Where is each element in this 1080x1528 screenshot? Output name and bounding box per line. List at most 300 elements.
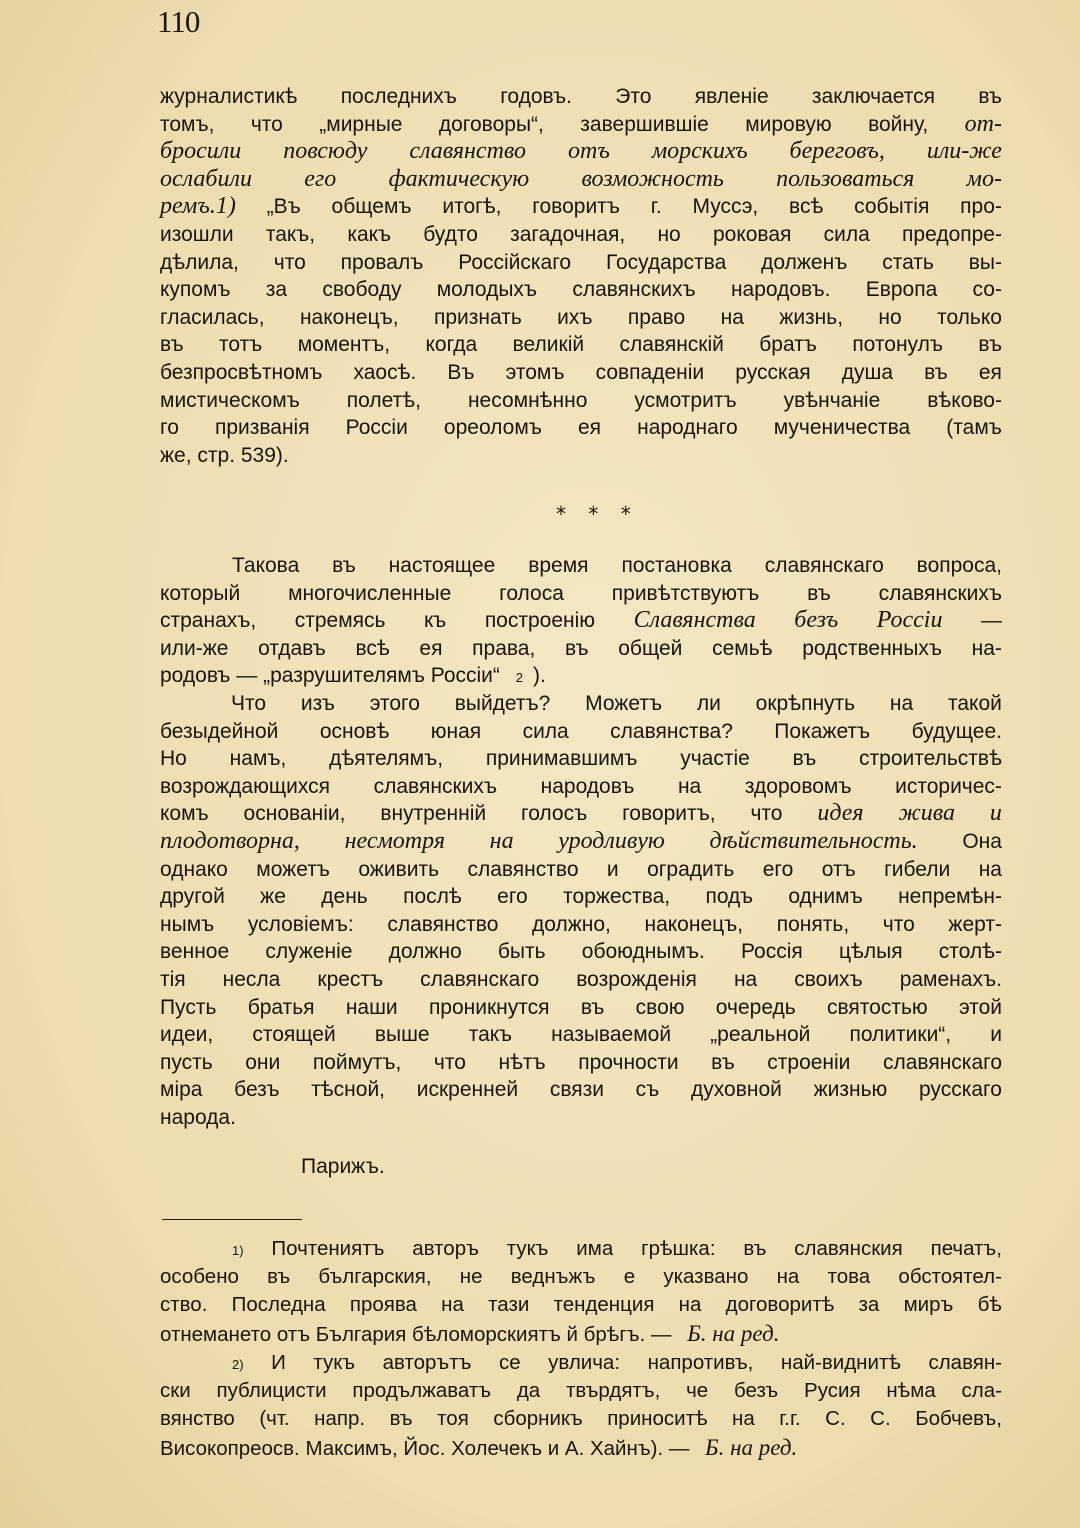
line-text: Что bbox=[231, 692, 267, 715]
line-text: родовъ — „разрушителямъ Россіи“ bbox=[160, 664, 506, 688]
line-text: усмотритъ bbox=[634, 388, 737, 412]
text-line bbox=[160, 800, 1002, 828]
line-text: крестъ bbox=[317, 967, 384, 991]
line-text: ореоломъ bbox=[443, 416, 542, 440]
line-text: проява bbox=[349, 1293, 417, 1317]
text-line bbox=[160, 249, 1002, 277]
text-line bbox=[160, 552, 1002, 580]
footnote-divider bbox=[162, 1219, 302, 1220]
text-line bbox=[160, 387, 1002, 415]
line-text: комъ bbox=[160, 802, 209, 826]
line-text: публицисти bbox=[216, 1379, 327, 1403]
line-text: событія bbox=[854, 195, 930, 219]
line-text: раменахъ. bbox=[899, 967, 1002, 991]
line-text: войну, bbox=[868, 112, 929, 136]
line-text: отнемането отъ България бѣломорскиятъ й брѣгъ. — bbox=[160, 1322, 678, 1346]
line-text: на bbox=[776, 1265, 800, 1289]
line-text: и bbox=[606, 857, 619, 881]
line-text: печатъ, bbox=[930, 1237, 1002, 1260]
line-text: въ bbox=[267, 1265, 291, 1289]
line-text: Европа bbox=[865, 278, 938, 302]
line-text: за bbox=[265, 278, 288, 302]
line-text: тѣсной, bbox=[311, 1078, 386, 1102]
line-text: что bbox=[750, 802, 783, 826]
line-text: напротивъ, bbox=[647, 1351, 754, 1374]
line-text: има bbox=[576, 1237, 614, 1260]
emphasis-text: морскихъ bbox=[651, 138, 748, 165]
line-text: поймутъ, bbox=[312, 1050, 402, 1074]
line-text: свободу bbox=[322, 278, 402, 302]
line-text: загадочная, bbox=[510, 222, 626, 246]
line-text: полетѣ, bbox=[346, 388, 421, 412]
text-line bbox=[160, 1049, 1002, 1077]
line-text: ски bbox=[160, 1379, 191, 1403]
emphasis-text: ослабили bbox=[160, 165, 252, 192]
line-text: право bbox=[627, 305, 686, 329]
line-text: когда bbox=[425, 333, 478, 357]
line-text: и bbox=[990, 1023, 1002, 1047]
line-text: въ bbox=[807, 581, 831, 605]
line-text: наши bbox=[345, 995, 398, 1019]
line-text: называемой bbox=[551, 1023, 672, 1047]
line-text: особено bbox=[160, 1265, 239, 1289]
line-text: дѣятелямъ, bbox=[329, 747, 444, 771]
line-text: наконецъ, bbox=[644, 912, 744, 936]
text-line bbox=[160, 911, 1002, 939]
line-text: однако bbox=[160, 857, 228, 881]
line-text: пусть bbox=[160, 1050, 213, 1074]
line-text: Но bbox=[160, 747, 187, 771]
emphasis-text: Славянства bbox=[633, 607, 756, 634]
line-text: тукъ bbox=[313, 1351, 356, 1374]
line-text: това bbox=[827, 1265, 871, 1289]
line-text: что bbox=[433, 1050, 466, 1074]
line-text: который bbox=[160, 581, 241, 605]
line-text: братья bbox=[247, 995, 315, 1019]
line-text: условіемъ: bbox=[247, 912, 354, 936]
text-line bbox=[160, 580, 1002, 608]
line-text: со- bbox=[972, 278, 1002, 302]
line-text: на bbox=[720, 305, 744, 329]
line-text: историчес- bbox=[895, 774, 1002, 798]
line-text: въ bbox=[978, 333, 1002, 357]
line-text: Въ bbox=[447, 360, 475, 384]
line-text: будто bbox=[423, 222, 478, 246]
line-text: ли bbox=[696, 692, 721, 715]
line-text: тоя bbox=[437, 1407, 469, 1431]
line-text: И bbox=[271, 1351, 286, 1374]
emphasis-text: мо- bbox=[966, 165, 1002, 192]
line-text: вѣково- bbox=[927, 388, 1002, 412]
line-text: Можетъ bbox=[585, 692, 663, 715]
line-text: вянство bbox=[160, 1407, 235, 1431]
line-text: на bbox=[889, 692, 914, 715]
line-text: да bbox=[516, 1379, 541, 1403]
line-text: молодыхъ bbox=[436, 278, 538, 302]
line-text: безъ bbox=[734, 1379, 779, 1403]
text-line bbox=[160, 745, 1002, 773]
line-text: братъ bbox=[759, 333, 817, 357]
line-text: сила bbox=[823, 222, 870, 246]
text-line bbox=[160, 111, 1002, 139]
line-text: проникнутся bbox=[428, 995, 550, 1019]
line-text: выйдетъ? bbox=[454, 692, 551, 715]
emphasis-text: или-же bbox=[926, 138, 1002, 165]
line-text: ство. bbox=[160, 1293, 208, 1317]
line-text: ея bbox=[577, 416, 602, 440]
line-text: С. bbox=[825, 1407, 846, 1431]
line-text: на bbox=[978, 857, 1002, 881]
line-text: великій bbox=[512, 333, 585, 357]
line-text: Пусть bbox=[160, 995, 217, 1019]
line-text: на bbox=[678, 1293, 702, 1317]
line-text: его bbox=[762, 857, 794, 881]
emphasis-text: уродливую bbox=[558, 827, 665, 854]
line-text: славянскихъ bbox=[373, 774, 497, 798]
text-line bbox=[160, 1021, 1002, 1049]
text-line bbox=[160, 1104, 1002, 1132]
line-text: моментъ, bbox=[297, 333, 391, 357]
text-line: 1) Почтениятъ авторъ тукъ има грѣшка: въ славянския печатъ, bbox=[160, 1235, 1002, 1263]
line-text: въ bbox=[389, 1407, 413, 1431]
line-text: славянство bbox=[387, 912, 499, 936]
emphasis-text: повсюду bbox=[283, 138, 368, 165]
line-text: Это bbox=[615, 85, 652, 108]
line-text: искренней bbox=[416, 1078, 519, 1102]
line-text: политики“, bbox=[849, 1023, 952, 1047]
line-text: своихъ bbox=[794, 967, 863, 991]
text-line bbox=[160, 607, 1002, 635]
line-text: возрожденія bbox=[576, 967, 697, 991]
emphasis-text: отъ bbox=[568, 138, 610, 165]
line-text: же, стр. 539). bbox=[160, 443, 289, 467]
line-text: вопроса, bbox=[916, 554, 1002, 577]
line-text: голоса bbox=[499, 581, 564, 605]
line-text: возрождающихся bbox=[160, 774, 330, 798]
line-text: всѣ bbox=[355, 636, 390, 660]
line-text: Последна bbox=[231, 1293, 326, 1317]
line-text: г. bbox=[650, 195, 662, 219]
line-text: столѣ- bbox=[938, 940, 1002, 964]
line-text: жизнь, bbox=[779, 305, 844, 329]
text-line bbox=[160, 856, 1002, 884]
line-text: народовъ bbox=[540, 774, 635, 798]
line-text: бѣ bbox=[977, 1293, 1002, 1317]
line-text: безыдейной bbox=[160, 719, 279, 743]
line-text: напр. bbox=[314, 1407, 366, 1431]
emphasis-text: славянство bbox=[409, 138, 527, 165]
line-text: мистическомъ bbox=[160, 388, 300, 412]
line-text: нѣтъ bbox=[498, 1050, 546, 1074]
text-line bbox=[160, 966, 1002, 994]
text-line bbox=[160, 883, 1002, 911]
line-text: изъ bbox=[300, 692, 335, 715]
line-text: за bbox=[858, 1293, 880, 1317]
line-text: народнаго bbox=[637, 416, 738, 440]
line-text: роковая bbox=[712, 222, 792, 246]
emphasis-text: Россіи bbox=[876, 607, 943, 634]
line-text: хаосѣ. bbox=[353, 360, 417, 384]
line-text: здоровомъ bbox=[744, 774, 852, 798]
text-line bbox=[160, 359, 1002, 387]
line-text: славянскаго bbox=[420, 967, 540, 991]
line-text: свою bbox=[635, 995, 685, 1019]
line-text: всѣ bbox=[789, 195, 824, 219]
line-text: Покажетъ bbox=[774, 719, 871, 743]
emphasis-text: возможность bbox=[581, 165, 724, 192]
text-line bbox=[160, 138, 1002, 166]
line-text: въ bbox=[711, 1050, 735, 1074]
line-text: намъ, bbox=[229, 747, 287, 771]
line-text: най-виднитѣ bbox=[780, 1351, 901, 1374]
line-text: изошли bbox=[160, 222, 234, 246]
line-text: общемъ bbox=[331, 195, 412, 219]
paragraph-3 bbox=[160, 690, 1002, 1132]
line-text: постановка bbox=[621, 554, 732, 577]
line-text: Такова bbox=[232, 554, 300, 577]
line-text: итогѣ, bbox=[442, 195, 502, 219]
line-text: „реальной bbox=[710, 1023, 811, 1047]
line-text: безпросвѣтномъ bbox=[160, 360, 323, 384]
line-text: договоритѣ bbox=[725, 1293, 835, 1317]
text-line bbox=[160, 635, 1002, 663]
line-text: въ bbox=[743, 1237, 767, 1260]
line-text: подъ bbox=[705, 885, 753, 909]
emphasis-text: на bbox=[489, 827, 514, 854]
text-line bbox=[160, 276, 1002, 304]
emphasis-text: и bbox=[989, 800, 1002, 827]
line-text: несомнѣнно bbox=[467, 388, 588, 412]
line-text: отдавъ bbox=[258, 636, 326, 660]
line-text: стремясь bbox=[294, 609, 386, 633]
line-text: Почтениятъ bbox=[271, 1237, 385, 1260]
text-line bbox=[160, 414, 1002, 442]
line-text: нѣма bbox=[886, 1379, 936, 1403]
line-text: строительствѣ bbox=[859, 747, 1002, 771]
section-separator: * * * bbox=[556, 502, 639, 526]
emphasis-text: пользоваться bbox=[776, 165, 915, 192]
line-text: долженъ bbox=[761, 250, 848, 274]
line-text: про- bbox=[960, 195, 1002, 219]
line-text: Государства bbox=[605, 250, 727, 274]
line-text: безъ bbox=[234, 1078, 280, 1102]
line-text: заключается bbox=[811, 85, 936, 108]
line-text: послѣ bbox=[403, 885, 462, 909]
line-text: сила bbox=[522, 719, 569, 743]
line-text: въ bbox=[978, 85, 1002, 108]
line-text: на bbox=[733, 967, 758, 991]
line-text: гибели bbox=[884, 857, 951, 881]
line-text: прочности bbox=[578, 1050, 679, 1074]
line-text: славянства? bbox=[610, 719, 733, 743]
line-text: или-же bbox=[160, 636, 229, 660]
line-text: міра bbox=[160, 1078, 203, 1102]
line-text: основѣ bbox=[319, 719, 390, 743]
line-text: Она bbox=[962, 829, 1002, 853]
line-text: стоящей bbox=[252, 1023, 336, 1047]
line-text: цѣлыя bbox=[838, 940, 903, 964]
line-text: многочисленные bbox=[288, 581, 452, 605]
line-text: окрѣпнуть bbox=[755, 692, 856, 715]
text-line: родовъ — „разрушителямъ Россіи“ 2 ). bbox=[160, 662, 1002, 690]
line-text: потонулъ bbox=[852, 333, 943, 357]
line-text: въ bbox=[332, 554, 356, 577]
line-text: что bbox=[882, 912, 915, 936]
line-text: приноситѣ bbox=[607, 1407, 708, 1431]
line-text: „мирные bbox=[319, 112, 403, 136]
line-text: Високопреосв. Максимъ, Йос. Холечекъ и А. Хайнъ). — bbox=[160, 1436, 696, 1460]
line-text: время bbox=[528, 554, 589, 577]
text-line: 2) И тукъ авторътъ се увлича: напротивъ, най-виднитѣ славян- bbox=[160, 1349, 1002, 1377]
emphasis-text: его bbox=[304, 165, 337, 192]
emphasis-text: от- bbox=[964, 110, 1002, 137]
line-text: духовной bbox=[691, 1078, 782, 1102]
line-text: грѣшка: bbox=[641, 1237, 716, 1260]
line-text: странахъ, bbox=[160, 609, 257, 633]
line-text: славянскій bbox=[619, 333, 724, 357]
line-text: выше bbox=[374, 1023, 430, 1047]
line-text: несла bbox=[222, 967, 281, 991]
text-line bbox=[160, 994, 1002, 1022]
text-line bbox=[160, 83, 1002, 111]
emphasis-text: дѣйствительность. bbox=[709, 827, 918, 854]
line-text: ея bbox=[978, 360, 1002, 384]
line-text: съ bbox=[635, 1078, 660, 1102]
line-text: Бобчевъ, bbox=[915, 1407, 1002, 1431]
line-text: го bbox=[160, 416, 179, 440]
line-text: Россіи bbox=[345, 416, 408, 440]
text-line bbox=[160, 221, 1002, 249]
text-line bbox=[160, 1320, 1002, 1348]
line-text: въ bbox=[924, 360, 948, 384]
line-text: служеніе bbox=[265, 940, 353, 964]
line-text: въ bbox=[792, 747, 817, 771]
line-text: только bbox=[937, 305, 1002, 329]
line-text: настоящее bbox=[388, 554, 496, 577]
line-text: венное bbox=[160, 940, 230, 964]
text-line bbox=[160, 304, 1002, 332]
text-line bbox=[160, 690, 1002, 718]
line-text: нымъ bbox=[160, 912, 215, 936]
line-text: народа. bbox=[160, 1105, 236, 1129]
line-text: последнихъ bbox=[340, 85, 457, 108]
line-text: ея bbox=[419, 636, 443, 660]
line-text: жерт- bbox=[948, 912, 1002, 936]
line-text: томъ, bbox=[160, 112, 215, 136]
emphasis-text: жива bbox=[898, 800, 956, 827]
line-text: въ bbox=[580, 995, 605, 1019]
line-text: оградить bbox=[647, 857, 735, 881]
line-text: жизнью bbox=[813, 1078, 888, 1102]
line-text: что bbox=[273, 250, 306, 274]
paragraph-1 bbox=[160, 83, 1002, 469]
text-line bbox=[160, 166, 1002, 194]
line-text: очередь bbox=[715, 995, 796, 1019]
line-text: строеніи bbox=[767, 1050, 851, 1074]
line-text: можетъ bbox=[256, 857, 330, 881]
line-text: торжества, bbox=[563, 885, 671, 909]
line-text: другой bbox=[160, 885, 225, 909]
emphasis-text: Б. на ред. bbox=[705, 1434, 798, 1460]
line-text: сборникъ bbox=[493, 1407, 583, 1431]
line-text: семьѣ bbox=[712, 636, 773, 660]
line-text: внутренній bbox=[380, 802, 487, 826]
line-text: авторътъ bbox=[382, 1351, 472, 1374]
line-text: българския, bbox=[318, 1265, 432, 1289]
line-text: мученичества bbox=[773, 416, 911, 440]
line-text: основаніи, bbox=[243, 802, 346, 826]
line-text: русскаго bbox=[918, 1078, 1002, 1102]
line-text: предопре- bbox=[902, 222, 1002, 246]
line-text: въ bbox=[564, 636, 589, 660]
line-text: Россійскаго bbox=[458, 250, 572, 274]
line-text: наконецъ, bbox=[299, 305, 399, 329]
line-text: голосъ bbox=[521, 802, 588, 826]
page-number: 110 bbox=[157, 4, 200, 39]
line-text: веднъжъ bbox=[510, 1265, 596, 1289]
line-text: вы- bbox=[968, 250, 1002, 274]
line-text: стать bbox=[882, 250, 934, 274]
line-text: однимъ bbox=[788, 885, 863, 909]
footnote-1 bbox=[160, 1235, 1002, 1348]
line-text: славянскихъ bbox=[572, 278, 696, 302]
line-text: договоры“, bbox=[438, 112, 544, 136]
emphasis-text: бросили bbox=[160, 138, 242, 165]
line-text: Россія bbox=[740, 940, 803, 964]
line-text: завершившіе bbox=[580, 112, 709, 136]
line-text: славянство bbox=[467, 857, 579, 881]
text-line bbox=[160, 1377, 1002, 1405]
line-text: русская bbox=[735, 360, 811, 384]
line-text: въ bbox=[160, 333, 184, 357]
line-text: такъ bbox=[468, 1023, 513, 1047]
text-line bbox=[160, 1291, 1002, 1319]
line-text: этомъ bbox=[505, 360, 565, 384]
line-text: будущее. bbox=[911, 719, 1002, 743]
line-text: купомъ bbox=[160, 278, 231, 302]
line-text: понять, bbox=[776, 912, 850, 936]
line-text: тукъ bbox=[506, 1237, 549, 1260]
line-text: тія bbox=[160, 967, 186, 991]
line-text: славян- bbox=[928, 1351, 1002, 1374]
text-line bbox=[160, 1263, 1002, 1291]
emphasis-text: Б. на ред. bbox=[687, 1320, 780, 1346]
emphasis-text: безъ bbox=[794, 607, 839, 634]
text-line bbox=[160, 938, 1002, 966]
line-text: твърдятъ, bbox=[566, 1379, 661, 1403]
line-text: г.г. bbox=[779, 1407, 801, 1431]
line-text: быть bbox=[497, 940, 546, 964]
line-text: же bbox=[260, 885, 286, 909]
line-text: говоритъ, bbox=[622, 802, 716, 826]
line-text: этого bbox=[369, 692, 420, 715]
text-line bbox=[160, 718, 1002, 746]
line-text: на bbox=[677, 774, 702, 798]
line-text: должно, bbox=[531, 912, 611, 936]
line-text: че bbox=[686, 1379, 709, 1403]
line-text: призванія bbox=[214, 416, 310, 440]
line-text: общей bbox=[618, 636, 683, 660]
emphasis-text: идея bbox=[817, 800, 864, 827]
line-text: идеи, bbox=[160, 1023, 214, 1047]
line-text: святостью bbox=[827, 995, 928, 1019]
line-text: душа bbox=[841, 360, 894, 384]
line-text: непремѣн- bbox=[898, 885, 1002, 909]
line-text: тотъ bbox=[218, 333, 263, 357]
line-text: славянскаго bbox=[882, 1050, 1002, 1074]
line-text: С. bbox=[870, 1407, 891, 1431]
line-text: привѣтствуютъ bbox=[611, 581, 760, 605]
